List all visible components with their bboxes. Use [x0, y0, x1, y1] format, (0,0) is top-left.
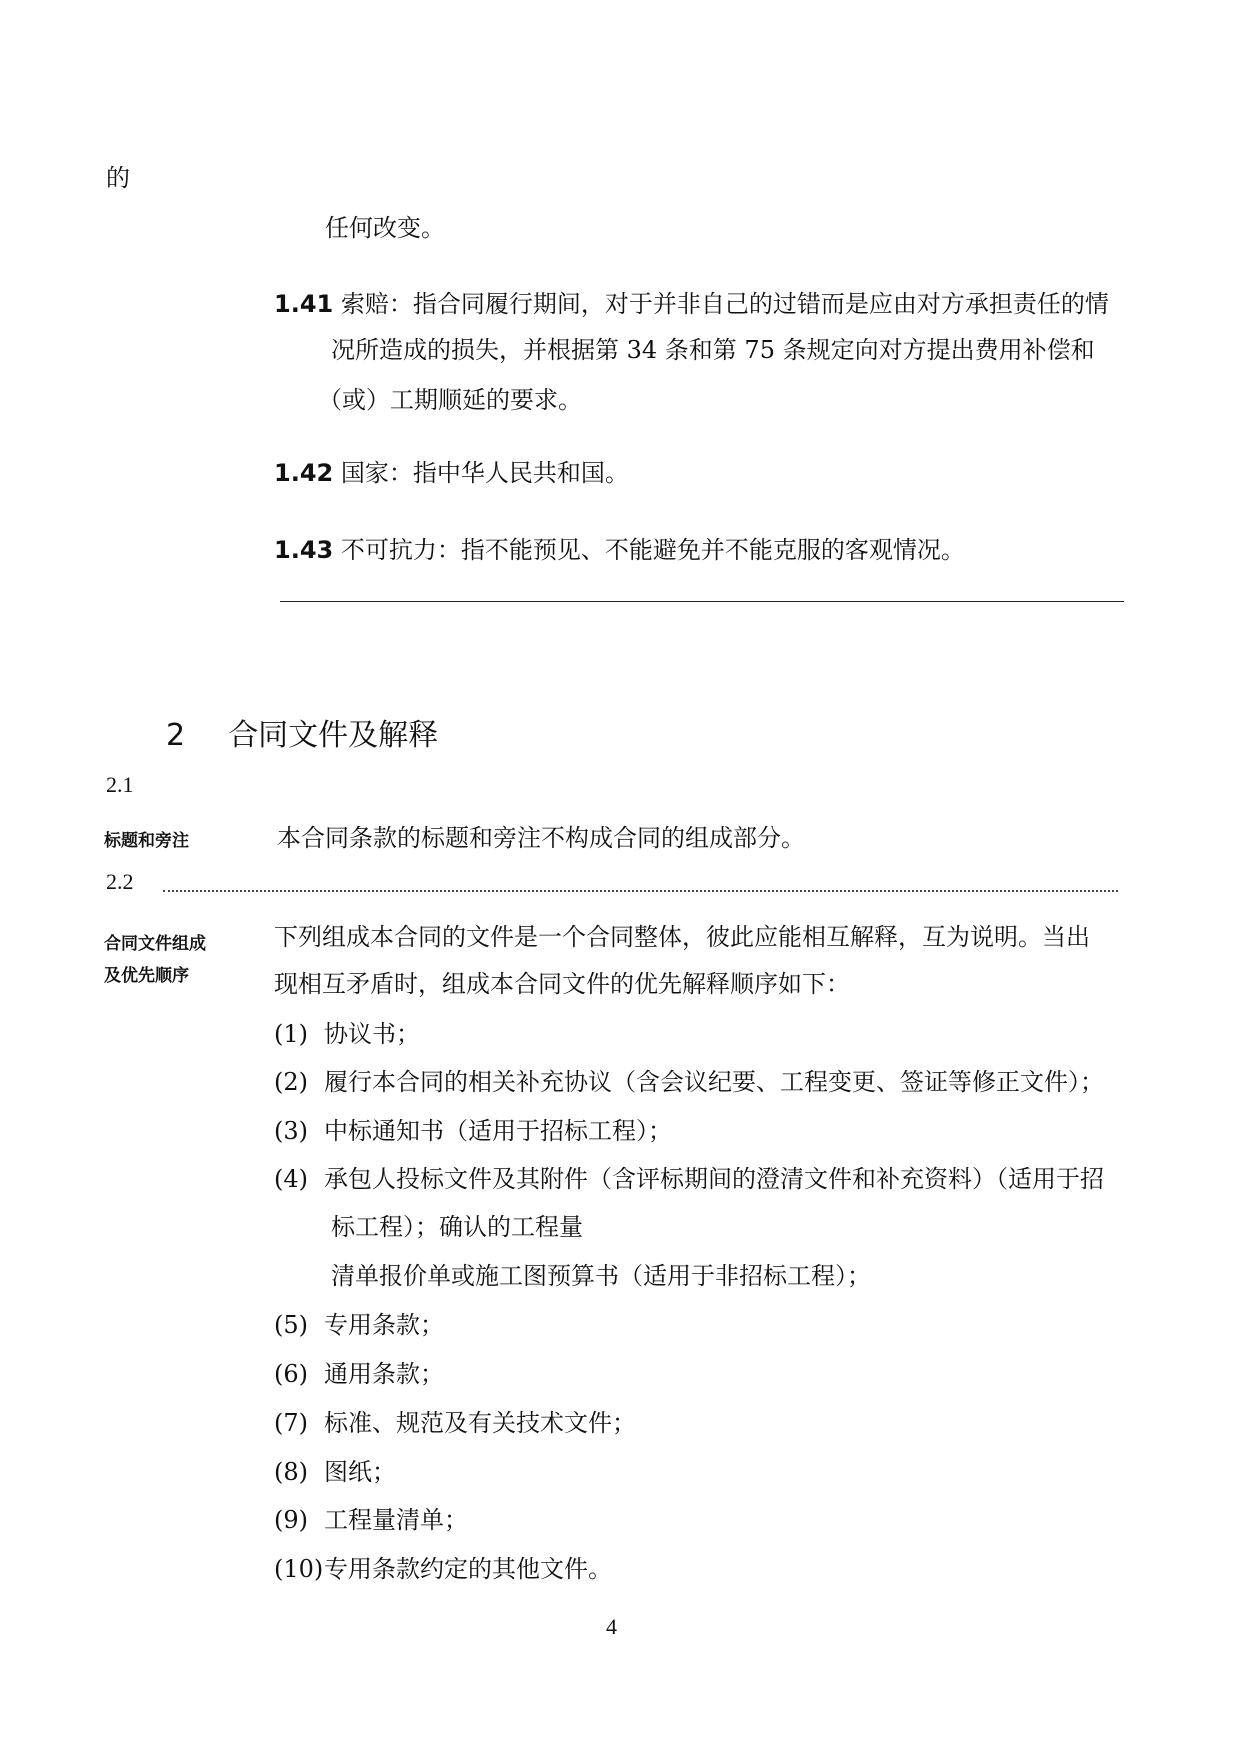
list-text: 图纸；: [324, 1458, 396, 1486]
list-number: (5): [274, 1311, 308, 1339]
list-item-4-line-2: 标工程）；确认的工程量: [331, 1213, 583, 1241]
definition-term: 国家：: [340, 459, 413, 487]
list-number: (1): [274, 1020, 308, 1048]
list-number: (4): [274, 1165, 308, 1193]
page-number: 4: [606, 1614, 617, 1639]
definition-text: 指不能预见、不能避免并不能克服的客观情况。: [460, 536, 965, 564]
side-note-2-2-line-2: 及优先顺序: [104, 966, 189, 986]
list-number: (9): [274, 1506, 308, 1534]
list-text: 专用条款；: [324, 1311, 444, 1339]
clause-number-2-2: 2.2: [106, 869, 134, 894]
list-number: (2): [274, 1068, 308, 1096]
list-item: [274, 1452, 396, 1487]
list-item: [274, 1500, 468, 1535]
list-item: [274, 1062, 1104, 1097]
section-title: 合同文件及解释: [228, 718, 439, 753]
orphan-character: 的: [106, 164, 130, 192]
definition-1-42: [274, 453, 629, 488]
definition-number: 1.41: [274, 290, 334, 318]
clause-number-2-1: 2.1: [106, 772, 134, 797]
definition-number: 1.42: [274, 459, 334, 487]
list-item-4-line-3: 清单报价单或施工图预算书（适用于非招标工程）；: [331, 1262, 871, 1290]
list-number: (10): [274, 1555, 324, 1583]
list-number: (8): [274, 1458, 308, 1486]
side-note-2-2-line-1: 合同文件组成: [104, 934, 206, 954]
list-item: [274, 1014, 420, 1049]
side-note-2-1: 标题和旁注: [104, 831, 189, 851]
definition-text: 指合同履行期间，对于并非自己的过错而是应由对方承担责任的情: [412, 290, 1109, 318]
list-text: 工程量清单；: [324, 1506, 468, 1534]
list-item: [274, 1549, 612, 1584]
section-heading: [166, 710, 438, 754]
list-item: [274, 1111, 672, 1146]
list-item: [274, 1305, 444, 1340]
list-text: 履行本合同的相关补充协议（含会议纪要、工程变更、签证等修正文件）；: [324, 1068, 1104, 1096]
dotted-leader-line: [163, 890, 1118, 892]
definition-number: 1.43: [274, 536, 334, 564]
continued-definition-line: 任何改变。: [325, 214, 445, 242]
definition-text: 指中华人民共和国。: [412, 459, 629, 487]
definition-1-41: [274, 284, 1109, 319]
list-text: 协议书；: [324, 1020, 420, 1048]
definition-1-41-line-2: 况所造成的损失，并根据第 34 条和第 75 条规定向对方提出费用补偿和: [331, 336, 1095, 364]
list-item: [274, 1354, 444, 1389]
clause-2-2-text-line-1: 下列组成本合同的文件是一个合同整体，彼此应能相互解释，互为说明。当出: [274, 923, 1090, 951]
definition-1-41-line-3: （或）工期顺延的要求。: [318, 386, 582, 414]
list-number: (7): [274, 1409, 308, 1437]
section-number: 2: [166, 718, 186, 753]
list-text: 通用条款；: [324, 1360, 444, 1388]
clause-2-2-text-line-2: 现相互矛盾时，组成本合同文件的优先解释顺序如下：: [274, 970, 850, 998]
list-number: (6): [274, 1360, 308, 1388]
list-text: 承包人投标文件及其附件（含评标期间的澄清文件和补充资料）（适用于招: [324, 1165, 1104, 1193]
clause-2-1-text: 本合同条款的标题和旁注不构成合同的组成部分。: [277, 824, 805, 852]
list-number: (3): [274, 1117, 308, 1145]
list-item: [274, 1159, 1104, 1194]
list-text: 专用条款约定的其他文件。: [324, 1555, 612, 1583]
list-item: [274, 1403, 636, 1438]
list-text: 中标通知书（适用于招标工程）；: [324, 1117, 672, 1145]
section-divider-rule: [280, 601, 1124, 602]
definition-term: 索赔：: [340, 290, 413, 318]
definition-1-43: [274, 530, 965, 565]
list-text: 标准、规范及有关技术文件；: [324, 1409, 636, 1437]
definition-term: 不可抗力：: [340, 536, 461, 564]
